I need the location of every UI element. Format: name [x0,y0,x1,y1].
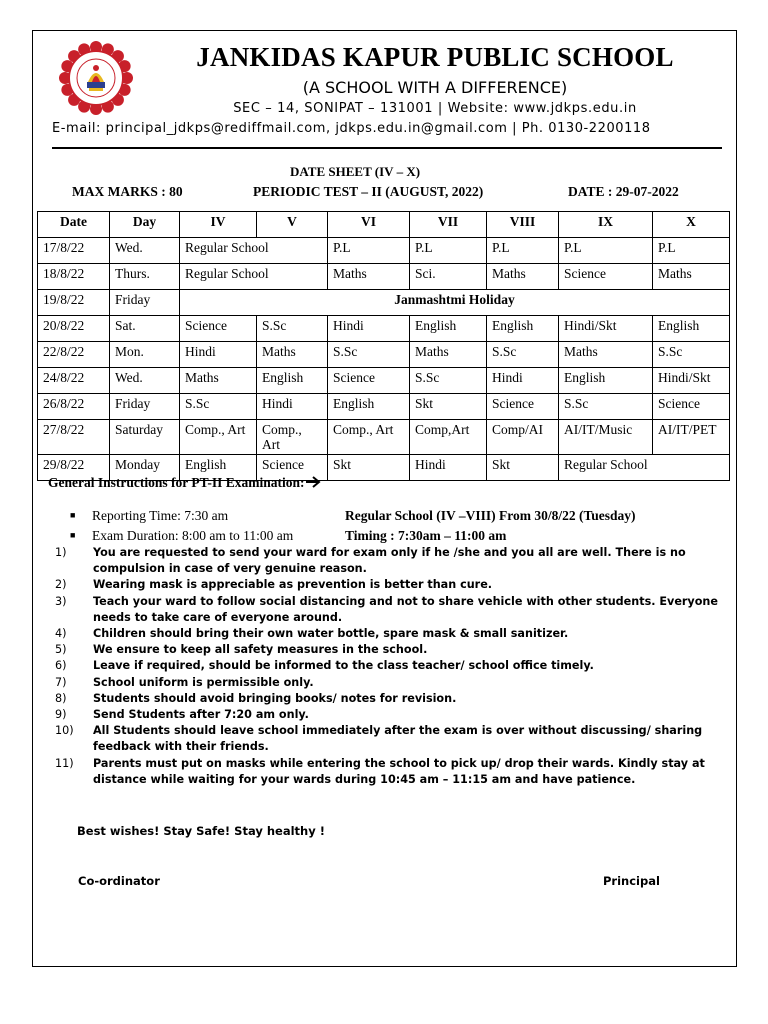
rule-text: All Students should leave school immediately after the exam is over without discussing/ sharing feedback with their friends. [93,724,703,754]
rule-text: Send Students after 7:20 am only. [93,708,309,722]
sheet-date: DATE : 29-07-2022 [568,184,679,199]
rule-number: 5) [55,643,67,657]
cell-subject: English [257,368,328,394]
cell-subject: Maths [559,342,653,368]
rule-number: 11) [55,756,74,770]
cell-subject: Comp,Art [410,420,487,455]
cell-subject: P.L [653,238,730,264]
cell-subject: Hindi [180,342,257,368]
cell-subject: S.Sc [328,342,410,368]
table-row [38,264,730,290]
bullet-icon: ■ [70,530,76,540]
principal-signature: Principal [603,874,660,888]
col-header-vi: VI [328,212,410,238]
cell-date: 26/8/22 [38,394,110,420]
table-header-row [38,212,730,238]
cell-subject: Skt [328,455,410,481]
cell-subject: Science [180,316,257,342]
cell-day: Wed. [110,238,180,264]
cell-subject: English [328,394,410,420]
cell-subject: Hindi [328,316,410,342]
reporting-time [70,508,228,524]
cell-date: 27/8/22 [38,420,110,455]
rule-number: 4) [55,627,67,641]
cell-date: 29/8/22 [38,455,110,481]
cell-subject: S.Sc [257,316,328,342]
cell-subject: Hindi [487,368,559,394]
cell-day: Mon. [110,342,180,368]
cell-subject: Maths [653,264,730,290]
bullet-icon: ■ [70,510,76,520]
cell-subject: Hindi/Skt [559,316,653,342]
rule-text: Leave if required, should be informed to the class teacher/ school office timely. [93,659,594,673]
cell-day: Saturday [110,420,180,455]
col-header-v: V [257,212,328,238]
cell-subject: English [559,368,653,394]
school-name: JANKIDAS KAPUR PUBLIC SCHOOL [196,42,674,72]
cell-subject: English [180,455,257,481]
cell-date: 20/8/22 [38,316,110,342]
school-contact: E-mail: principal_jdkps@rediffmail.com, jdkps.edu.in@gmail.com | Ph. 0130-2200118 [52,121,651,136]
col-header-iv: IV [180,212,257,238]
cell-subject: Comp/AI [487,420,559,455]
cell-subject: English [410,316,487,342]
cell-day: Monday [110,455,180,481]
rule-number: 6) [55,659,67,673]
rule-text: Children should bring their own water bottle, spare mask & small sanitizer. [93,627,569,641]
cell-day: Friday [110,394,180,420]
cell-subject: Comp., Art [257,420,328,455]
reporting-time-text: Reporting Time: 7:30 am [92,508,229,523]
cell-subject: Maths [410,342,487,368]
cell-subject: Skt [487,455,559,481]
table-row [38,342,730,368]
col-header-day: Day [110,212,180,238]
regular-school-note: Regular School (IV –VIII) From 30/8/22 (Tuesday) [345,508,636,523]
list-item [55,545,725,577]
cell-subject: Science [257,455,328,481]
cell-date: 22/8/22 [38,342,110,368]
cell-subject: Sci. [410,264,487,290]
cell-subject: Comp., Art [328,420,410,455]
cell-subject: Skt [410,394,487,420]
list-item [55,642,725,658]
cell-day: Wed. [110,368,180,394]
cell-subject: Maths [257,342,328,368]
timing-note: Timing : 7:30am – 11:00 am [345,528,507,543]
best-wishes: Best wishes! Stay Safe! Stay healthy ! [77,824,325,838]
list-item [55,675,725,691]
rule-number: 10) [55,724,74,738]
rule-text: We ensure to keep all safety measures in the school. [93,643,428,657]
cell-subject: P.L [410,238,487,264]
list-item [55,756,725,788]
list-item [55,577,725,593]
cell-subject: S.Sc [180,394,257,420]
rule-number: 7) [55,675,67,689]
rule-number: 9) [55,708,67,722]
cell-subject: Maths [328,264,410,290]
cell-subject: English [653,316,730,342]
school-address: SEC – 14, SONIPAT – 131001 | Website: www.jdkps.edu.in [233,101,637,116]
cell-day: Friday [110,290,180,316]
cell-subject: Comp., Art [180,420,257,455]
school-crest-icon [58,40,134,116]
header-divider [52,147,722,149]
list-item [55,626,725,642]
school-tagline: (A SCHOOL WITH A DIFFERENCE) [302,78,568,97]
cell-subject: S.Sc [410,368,487,394]
list-item [55,691,725,707]
table-row [38,316,730,342]
cell-subject: P.L [328,238,410,264]
table-row [38,238,730,264]
cell-subject: Maths [487,264,559,290]
instructions-heading [48,475,321,491]
cell-subject: S.Sc [487,342,559,368]
right-arrow-icon [305,476,321,488]
cell-subject: Hindi [257,394,328,420]
col-header-x: X [653,212,730,238]
cell-date: 24/8/22 [38,368,110,394]
col-header-viii: VIII [487,212,559,238]
test-name: PERIODIC TEST – II (AUGUST, 2022) [253,184,484,199]
list-item [55,707,725,723]
rule-text: School uniform is permissible only. [93,675,314,689]
rule-number: 8) [55,691,67,705]
cell-subject: S.Sc [559,394,653,420]
table-row [38,420,730,455]
rule-text: Teach your ward to follow social distancing and not to share vehicle with other students. Everyone needs to take care of everyone around. [93,594,718,624]
cell-subject: AI/IT/PET [653,420,730,455]
cell-holiday: Janmashtmi Holiday [180,290,730,316]
rule-text: Students should avoid bringing books/ notes for revision. [93,691,457,705]
cell-subject: Regular School [559,455,730,481]
cell-date: 17/8/22 [38,238,110,264]
cell-date: 18/8/22 [38,264,110,290]
list-item [55,594,725,626]
table-row [38,290,730,316]
list-item [55,658,725,674]
cell-date: 19/8/22 [38,290,110,316]
cell-subject: Hindi [410,455,487,481]
cell-day: Thurs. [110,264,180,290]
col-header-ix: IX [559,212,653,238]
cell-subject: P.L [559,238,653,264]
table-row [38,368,730,394]
exam-duration [70,528,293,544]
rules-list [55,545,725,788]
datesheet-table [37,211,730,481]
instructions-heading-text: General Instructions for PT-II Examination: [48,475,305,490]
datesheet-title: DATE SHEET (IV – X) [290,164,421,179]
cell-subject: Science [653,394,730,420]
exam-duration-text: Exam Duration: 8:00 am to 11:00 am [92,528,294,543]
cell-subject: Regular School [180,238,328,264]
coordinator-signature: Co-ordinator [78,874,160,888]
rule-text: Wearing mask is appreciable as prevention is better than cure. [93,578,493,592]
max-marks: MAX MARKS : 80 [72,184,183,199]
col-header-vii: VII [410,212,487,238]
cell-subject: Hindi/Skt [653,368,730,394]
cell-subject: Science [559,264,653,290]
cell-subject: S.Sc [653,342,730,368]
cell-subject: Regular School [180,264,328,290]
cell-subject: P.L [487,238,559,264]
list-item [55,723,725,755]
cell-subject: Science [487,394,559,420]
table-row [38,394,730,420]
rule-number: 3) [55,594,67,608]
rule-text: Parents must put on masks while entering the school to pick up/ drop their wards. Kindly stay at distance while waiting for your wards during 10:45 am – 11:15 am and have patience. [93,756,705,786]
cell-subject: Maths [180,368,257,394]
rule-number: 2) [55,578,67,592]
cell-subject: AI/IT/Music [559,420,653,455]
col-header-date: Date [38,212,110,238]
rule-number: 1) [55,546,67,559]
cell-day: Sat. [110,316,180,342]
cell-subject: English [487,316,559,342]
cell-subject: Science [328,368,410,394]
rule-text: You are requested to send your ward for exam only if he /she and you all are well. There is no compulsion in case of very genuine reason. [93,546,686,576]
